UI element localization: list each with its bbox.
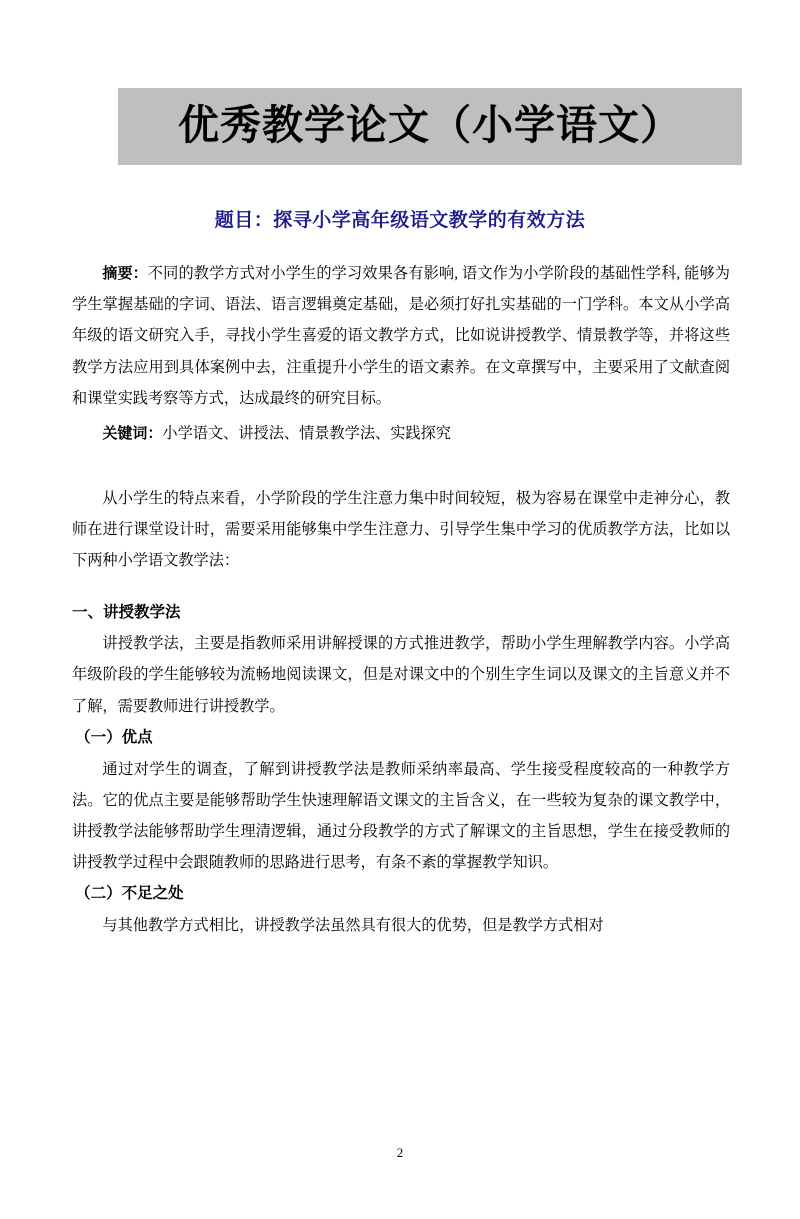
section-paragraph-1: 讲授教学法，主要是指教师采用讲解授课的方式推进教学，帮助小学生理解教学内容。小学高年级阶段的学生能够较为流畅地阅读课文，但是对课文中的个别生字生词以及课文的主旨意义并不了解，需要教师进行讲授教学。 — [72, 635, 730, 715]
subsection-heading-1-1: （一）优点 — [75, 727, 153, 746]
document-page — [0, 88, 800, 1219]
document-title: 优秀教学论文（小学语文） — [178, 101, 682, 149]
spacer — [72, 449, 730, 483]
document-body — [72, 258, 730, 941]
abstract-text: 不同的教学方式对小学生的学习效果各有影响, 语文作为小学阶段的基础性学科, 能够为学生掌握基础的字词、语法、语言逻辑奠定基础，是必须打好扎实基础的一门学科。本文从小学高年级的语文研究入手，寻找小学生喜爱的语文教学方式，比如说讲授教学、情景教学等，并将这些教学方法应用到具体案例中去，注重提升小学生的语文素养。在文章撰写中，主要采用了文献查阅和课堂实践考察等方式，达成最终的研究目标。 — [72, 265, 730, 407]
intro-paragraph: 从小学生的特点来看，小学阶段的学生注意力集中时间较短，极为容易在课堂中走神分心，教师在进行课堂设计时，需要采用能够集中学生注意力、引导学生集中学习的优质教学方法，比如以下两种小学语文教学法： — [72, 490, 730, 570]
keywords-text: 小学语文、讲授法、情景教学法、实践探究 — [162, 424, 451, 442]
keywords-paragraph — [72, 418, 730, 449]
subsection-paragraph-1-1: 通过对学生的调查，了解到讲授教学法是教师采纳率最高、学生接受程度较高的一种教学方法。它的优点主要是能够帮助学生快速理解语文课文的主旨含义，在一些较为复杂的课文教学中，讲授教学法能够帮助学生理清逻辑，通过分段教学的方式了解课文的主旨思想，学生在接受教师的讲授教学过程中会跟随教师的思路进行思考，有条不紊的掌握教学知识。 — [72, 760, 730, 872]
spacer — [72, 577, 730, 597]
subsection-heading-1-2: （二）不足之处 — [75, 884, 184, 903]
abstract-paragraph — [72, 258, 730, 414]
subsection-paragraph-1-2: 与其他教学方式相比，讲授教学法虽然具有很大的优势，但是教学方式相对 — [102, 916, 604, 934]
section-heading-1: 一、讲授教学法 — [72, 602, 181, 621]
keywords-label: 关键词： — [102, 423, 163, 442]
abstract-label: 摘要： — [102, 264, 148, 283]
document-banner — [118, 88, 742, 165]
page-number: 2 — [396, 1145, 404, 1160]
document-subtitle: 题目：探寻小学高年级语文教学的有效方法 — [214, 209, 586, 232]
